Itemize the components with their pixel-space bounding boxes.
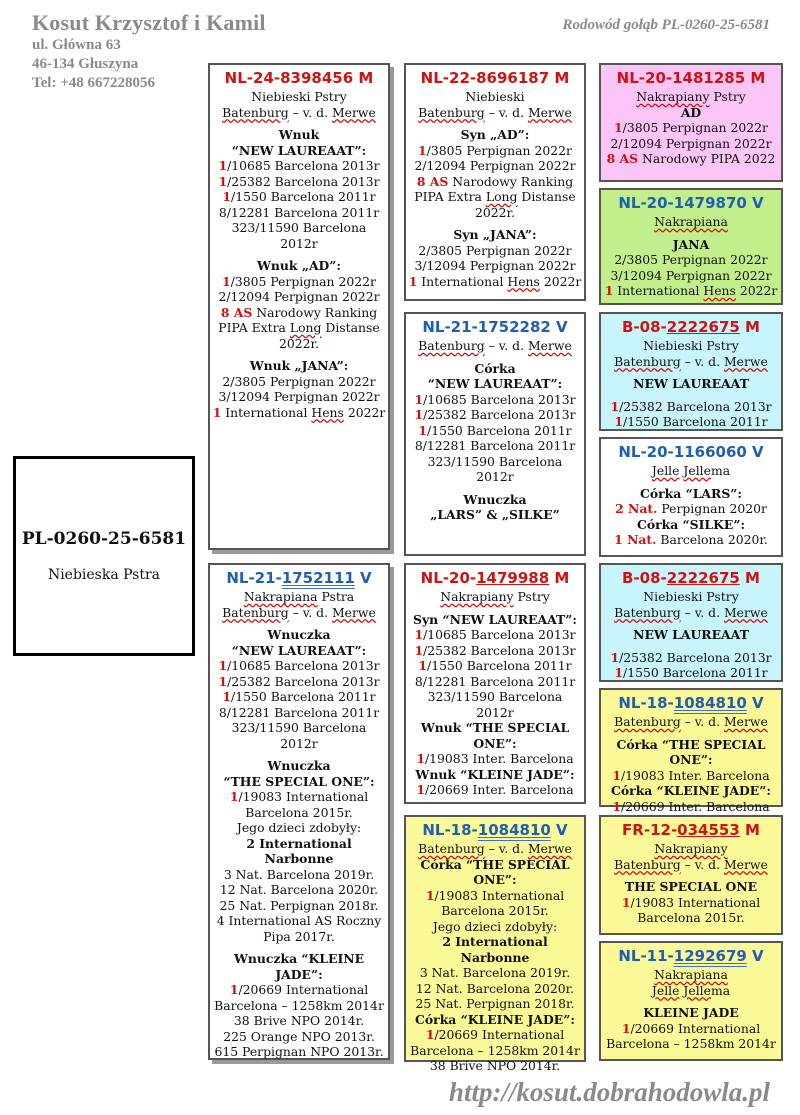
pedigree-line: 8 AS Narodowy PIPA 2022 <box>606 151 776 166</box>
great-grandparent-mmm-box <box>599 941 783 1061</box>
spacer <box>603 230 779 237</box>
pedigree-line: 1/1550 Barcelona 2011r <box>222 689 376 704</box>
pedigree-line: 1/25382 Barcelona 2013r <box>610 649 772 665</box>
pedigree-line: Córka “KLEINE JADE”: <box>611 783 771 798</box>
pedigree-line: Batenburg – v. d. Merwe <box>418 104 572 120</box>
pedigree-line: 2012r <box>476 469 514 484</box>
pedigree-line: Jego dzieci zdobyły: <box>236 820 362 835</box>
pedigree-line: 1/1550 Barcelona 2011r <box>418 658 572 673</box>
spacer <box>603 479 779 486</box>
great-grandparent-fmm-box <box>599 437 783 557</box>
pedigree-line: 1/19083 International <box>425 887 565 903</box>
breeder-address-line2: 46-134 Głuszyna <box>32 56 139 72</box>
pedigree-line: Jego dzieci zdobyły: <box>432 918 558 934</box>
pedigree-line: 323/11590 Barcelona <box>231 720 367 735</box>
paternal-grandmother-box <box>404 312 586 556</box>
pedigree-line: 1/1550 Barcelona 2011r <box>614 665 768 680</box>
mother-box <box>208 563 390 1060</box>
pedigree-line: 1 International Hens 2022r <box>604 283 778 298</box>
document-title: Rodowód gołąb PL-0260-25-6581 <box>562 17 770 33</box>
great-grandparent-fff-box <box>599 63 783 182</box>
pedigree-line: 1/20669 Inter. Barcelona <box>416 782 574 797</box>
pedigree-line: PIPA Extra Long Distanse <box>218 320 380 335</box>
pedigree-line: 1/10685 Barcelona 2013r <box>414 391 576 407</box>
spacer <box>603 392 779 399</box>
pedigree-line: 2012r <box>476 704 514 720</box>
pedigree-line: 1/19083 International <box>229 789 369 804</box>
pedigree-line: NEW LAUREAAT <box>633 376 749 391</box>
pedigree-line: 1/3805 Perpignan 2022r <box>418 142 572 158</box>
pedigree-line: 2 International Narbonne <box>246 835 352 866</box>
pedigree-line: Córka “THE SPECIAL ONE”: <box>616 736 766 767</box>
pedigree-line: Jelle Jellema <box>651 463 731 478</box>
pedigree-line: AD <box>680 104 702 120</box>
great-grandparent-mff-box <box>599 563 783 682</box>
spacer <box>603 643 779 650</box>
pedigree-line: Niebieski <box>465 89 525 104</box>
pedigree-line: Syn “NEW LAUREAAT”: <box>413 611 577 627</box>
pedigree-line: 1/25382 Barcelona 2013r <box>414 407 576 422</box>
main-bird-color: Niebieska Pstra <box>47 566 161 583</box>
pedigree-line: 1/25382 Barcelona 2013r <box>414 642 576 658</box>
father-box <box>208 63 390 550</box>
pedigree-line: Córka “LARS”: <box>640 485 742 501</box>
pedigree-line: 323/11590 Barcelona <box>427 453 563 469</box>
pedigree-line: 8/12281 Barcelona 2011r <box>218 204 380 220</box>
pedigree-line: Barcelona 2015r. <box>441 903 549 918</box>
pedigree-line: 2/3805 Perpignan 2022r <box>222 373 376 389</box>
pedigree-line: 2/12094 Perpignan 2022r <box>218 289 380 304</box>
pedigree-line: Wnuk „JANA”: <box>249 358 349 373</box>
pedigree-line: 1/19083 International <box>621 894 761 910</box>
pedigree-line: 2012r <box>280 735 318 751</box>
great-grandparent-mfm-box <box>599 688 783 814</box>
spacer <box>603 998 779 1005</box>
pedigree-line: 1/25382 Barcelona 2013r <box>218 673 380 689</box>
pedigree-line: Córka “THE SPECIAL ONE”: <box>420 856 570 887</box>
pedigree-line: Barcelona – 1258km 2014r <box>410 1042 580 1058</box>
pedigree-line: Nakrapiana <box>654 214 728 229</box>
pedigree-line: “NEW LAUREAAT”: <box>231 142 367 158</box>
pedigree-line: Wnuczka <box>463 491 527 507</box>
pedigree-line: Jelle Jellema <box>651 982 731 998</box>
pedigree-line: 225 Orange NPO 2013r. <box>223 1028 375 1044</box>
ring-number: NL-21-1752282 V <box>422 318 568 336</box>
pedigree-line: 1/10685 Barcelona 2013r <box>414 627 576 642</box>
pedigree-line: “THE SPECIAL ONE”: <box>223 773 375 789</box>
maternal-grandfather-box <box>404 563 586 804</box>
great-grandparent-mmf-box <box>599 815 783 935</box>
spacer <box>212 751 386 758</box>
pedigree-line: JANA <box>672 236 710 252</box>
pedigree-line: Córka “KLEINE JADE”: <box>415 1011 575 1027</box>
pedigree-line: 4 International AS Roczny <box>216 913 382 928</box>
spacer <box>603 620 779 627</box>
ring-number: FR-12-034553 M <box>622 821 760 839</box>
ring-number: NL-18-1084810 V <box>422 821 568 839</box>
pedigree-line: Syn „JANA”: <box>453 227 537 242</box>
pedigree-line: Barcelona – 1258km 2014r <box>214 997 384 1013</box>
pedigree-line: 3/12094 Perpignan 2022r <box>218 389 380 404</box>
pedigree-line: 2/3805 Perpignan 2022r <box>614 252 768 267</box>
great-grandparent-ffm-box <box>599 188 783 305</box>
maternal-grandmother-box <box>404 815 586 1073</box>
pedigree-line: Wnuczka <box>267 758 331 773</box>
pedigree-line: Wnuczka “KLEINE JADE”: <box>233 951 365 982</box>
pedigree-line: Wnuk “THE SPECIAL ONE”: <box>420 720 570 751</box>
ring-number: B-08-2222675 M <box>622 318 760 336</box>
pedigree-line: 12 Nat. Barcelona 2020r. <box>219 882 379 897</box>
pedigree-line: 1/19083 Inter. Barcelona <box>612 767 770 783</box>
pedigree-line: 2/12094 Perpignan 2022r <box>610 135 772 151</box>
pedigree-line: “NEW LAUREAAT”: <box>427 376 563 391</box>
pedigree-line: Pipa 2017r. <box>263 928 335 944</box>
ring-number: NL-18-1084810 V <box>618 694 764 712</box>
pedigree-line: Batenburg – v. d. Merwe <box>418 841 572 856</box>
spacer <box>212 620 386 627</box>
pedigree-line: Nakrapiana <box>654 967 728 982</box>
pedigree-line: Nakrapiany Pstry <box>440 589 550 604</box>
pedigree-line: 1/20669 International <box>229 982 369 997</box>
pedigree-line: 2/12094 Perpignan 2022r <box>414 158 576 173</box>
pedigree-line: 8 AS Narodowy Ranking <box>416 173 574 189</box>
pedigree-line: KLEINE JADE <box>643 1005 739 1020</box>
pedigree-line: 3 Nat. Barcelona 2019r. <box>223 866 375 882</box>
pedigree-line: 8/12281 Barcelona 2011r <box>414 673 576 689</box>
ring-number: NL-20-1479988 M <box>420 569 570 587</box>
pedigree-line: Batenburg – v. d. Merwe <box>418 338 572 353</box>
spacer <box>408 120 582 127</box>
breeder-phone: Tel: +48 667228056 <box>32 75 155 91</box>
pedigree-line: 1/10685 Barcelona 2013r <box>218 158 380 173</box>
pedigree-line: Syn „AD”: <box>460 127 530 142</box>
pedigree-line: 38 Brive NPO 2014r. <box>429 1058 561 1073</box>
pedigree-line: 3/12094 Perpignan 2022r <box>610 267 772 283</box>
ring-number: B-08-2222675 M <box>622 569 760 587</box>
pedigree-line: 3 Nat. Barcelona 2019r. <box>419 965 571 980</box>
pedigree-line: Niebieski Pstry <box>251 89 347 104</box>
pedigree-line: Batenburg – v. d. Merwe <box>614 604 768 620</box>
pedigree-line: 1/3805 Perpignan 2022r <box>222 273 376 289</box>
pedigree-line: Batenburg – v. d. Merwe <box>222 604 376 620</box>
spacer <box>408 485 582 492</box>
pedigree-line: 1/10685 Barcelona 2013r <box>218 658 380 673</box>
pedigree-line: 38 Brive NPO 2014r. <box>233 1013 365 1028</box>
pedigree-line: Wnuczka <box>267 627 331 642</box>
pedigree-line: 615 Perpignan NPO 2013r. <box>214 1044 384 1059</box>
pedigree-line: 2 Nat. Perpignan 2020r <box>615 501 767 516</box>
pedigree-line: Barcelona 2015r. <box>637 910 745 925</box>
pedigree-line: 1 International Hens 2022r <box>408 273 582 289</box>
pedigree-line: 323/11590 Barcelona <box>231 220 367 235</box>
ring-number: NL-20-1479870 V <box>618 194 764 212</box>
ring-number: NL-22-8696187 M <box>420 69 570 87</box>
pedigree-line: Wnuk <box>278 127 320 142</box>
spacer <box>212 120 386 127</box>
breeder-address-line1: ul. Główna 63 <box>32 37 121 53</box>
pedigree-line: 8/12281 Barcelona 2011r <box>218 704 380 720</box>
pedigree-line: Wnuk “KLEINE JADE”: <box>415 766 575 782</box>
footer-url: http://kosut.dobrahodowla.pl <box>448 1077 770 1107</box>
pedigree-line: 1/20669 Inter. Barcelona <box>612 798 770 814</box>
pedigree-line: Nakrapiany Pstry <box>636 89 746 104</box>
pedigree-line: „LARS” & „SILKE” <box>430 507 560 522</box>
great-grandparent-fmf-box <box>599 312 783 431</box>
pedigree-line: Wnuk „AD”: <box>256 258 342 273</box>
spacer <box>603 369 779 376</box>
pedigree-line: Córka <box>474 360 516 376</box>
ring-number: NL-21-1752111 V <box>226 569 372 587</box>
pedigree-line: THE SPECIAL ONE <box>624 879 758 894</box>
pedigree-line: 2 International Narbonne <box>442 934 548 965</box>
ring-number: NL-20-1166060 V <box>618 443 764 461</box>
pedigree-line: 2022r. <box>278 335 320 351</box>
spacer <box>603 730 779 737</box>
pedigree-line: 1/20669 International <box>621 1020 761 1036</box>
pedigree-line: Niebieski Pstry <box>643 338 739 353</box>
main-bird-box <box>13 456 195 656</box>
pedigree-line: Batenburg – v. d. Merwe <box>614 353 768 369</box>
pedigree-line: Barcelona 2015r. <box>245 804 353 820</box>
spacer <box>212 351 386 358</box>
ring-number: NL-20-1481285 M <box>616 69 766 87</box>
pedigree-line: 1 International Hens 2022r <box>212 404 386 420</box>
spacer <box>408 220 582 227</box>
ring-number: NL-11-1292679 V <box>618 947 764 965</box>
breeder-name: Kosut Krzysztof i Kamil <box>32 10 266 35</box>
pedigree-line: 1/25382 Barcelona 2013r <box>610 398 772 414</box>
ring-number: NL-24-8398456 M <box>224 69 374 87</box>
pedigree-line: “NEW LAUREAAT”: <box>231 642 367 658</box>
pedigree-line: 1/3805 Perpignan 2022r <box>614 120 768 135</box>
pedigree-line: 1/25382 Barcelona 2013r <box>218 173 380 189</box>
main-bird-ring: PL-0260-25-6581 <box>21 528 187 549</box>
pedigree-line: Batenburg – v. d. Merwe <box>614 714 768 729</box>
pedigree-line: Barcelona – 1258km 2014r <box>606 1036 776 1051</box>
spacer <box>212 944 386 951</box>
pedigree-line: 8 AS Narodowy Ranking <box>220 304 378 320</box>
pedigree-line: 2/3805 Perpignan 2022r <box>418 242 572 258</box>
pedigree-line: 25 Nat. Perpignan 2018r. <box>219 897 379 913</box>
pedigree-line: 1/19083 Inter. Barcelona <box>416 751 574 766</box>
spacer <box>408 354 582 361</box>
pedigree-line: PIPA Extra Long Distanse <box>414 189 576 204</box>
pedigree-line: 3/12094 Perpignan 2022r <box>414 258 576 273</box>
spacer <box>408 605 582 612</box>
pedigree-line: Niebieski Pstry <box>643 589 739 604</box>
spacer <box>603 872 779 879</box>
pedigree-line: 2022r. <box>474 204 516 220</box>
spacer <box>212 251 386 258</box>
pedigree-line: NEW LAUREAAT <box>633 627 749 642</box>
pedigree-line: Nakrapiana Pstra <box>243 589 355 604</box>
pedigree-line: Batenburg – v. d. Merwe <box>614 856 768 872</box>
pedigree-line: 1/1550 Barcelona 2011r <box>418 422 572 438</box>
pedigree-line: Córka “SILKE”: <box>636 516 746 532</box>
pedigree-line: 1/20669 International <box>425 1027 565 1042</box>
pedigree-line: Nakrapiany <box>654 841 728 856</box>
pedigree-line: 2012r <box>280 235 318 251</box>
pedigree-line: 1/1550 Barcelona 2011r <box>222 189 376 204</box>
pedigree-line: Batenburg – v. d. Merwe <box>222 104 376 120</box>
pedigree-line: 1/1550 Barcelona 2011r <box>614 414 768 429</box>
pedigree-line: 25 Nat. Perpignan 2018r. <box>415 996 575 1011</box>
pedigree-line: 323/11590 Barcelona <box>427 689 563 704</box>
pedigree-line: 8/12281 Barcelona 2011r <box>414 438 576 453</box>
pedigree-line: 12 Nat. Barcelona 2020r. <box>415 980 575 996</box>
pedigree-line: 1 Nat. Barcelona 2020r. <box>614 532 768 547</box>
paternal-grandfather-box <box>404 63 586 301</box>
